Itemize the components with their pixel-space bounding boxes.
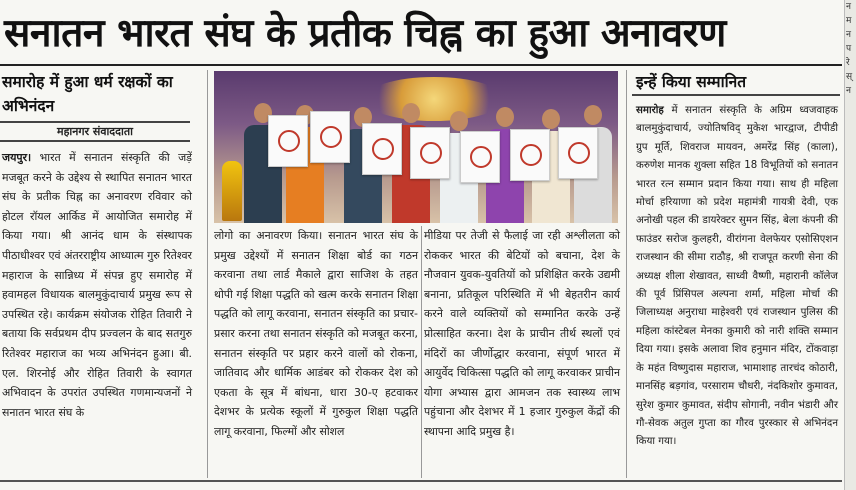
headline: सनातन भारत संघ के प्रतीक चिह्न का हुआ अनावरण	[4, 11, 726, 56]
emblem-card	[310, 111, 350, 163]
subheading-felicitation: समारोह में हुआ धर्म रक्षकों का अभिनंदन	[2, 73, 173, 115]
column-divider	[207, 70, 208, 478]
strip-text: प	[846, 44, 852, 54]
headline-rule	[0, 64, 842, 66]
sidebar-body	[632, 102, 840, 452]
emblem-card	[460, 131, 500, 183]
sidebar-lead: समारोह	[636, 105, 664, 116]
emblem-card	[362, 123, 402, 175]
adjacent-page-strip	[844, 0, 856, 490]
article-text-middle: लोगो का अनावरण किया। सनातन भारत संघ के प्रमुख उद्देश्यों में सनातन शिक्षा बोर्ड का गठन करवाना तथा लार्ड मैकाले द्वारा साजिश के तहत थोपी गई शिक्षा पद्धति को खत्म करके सनातन शिक्षा पद्धति को लागू करवाना, सनातन संस्कृति का प्रचार-प्रसार करना तथा सनातन संस्कृति को मजबूत करना, सनातन संस्कृति पर प्रहार करने वालों को रोकना, जातिवाद और धार्मिक आडंबर को रोककर देश को एकता के सूत्र में बांधना, धारा 30-ए हटवाकर देशभर के प्रत्येक स्कूलों में गुरुकुल शिक्षा पद्धति लागू करवाना, फिल्मों और सोशल	[214, 229, 418, 438]
article-left-column	[0, 70, 196, 422]
strip-text: न	[846, 30, 851, 40]
article-text-right: मीडिया पर तेजी से फैलाई जा रही अश्लीलता को रोककर भारत की बेटियों को बचाना, देश के नौजवान युवक-युवतियों को प्रशिक्षित करके उद्यमी बनाना, प्रतिकूल परिस्थिति में भी बेहतरीन कार्य करने वाले व्यक्तियों को सम्मानित करके उन्हें प्रोत्साहित करना। देश के प्राचीन तीर्थ स्थलों एवं मंदिरों का जीर्णोद्धार करवाना, संपूर्ण भारत में आयुर्वेद चिकित्सा पद्धति को लागू करवाकर प्राचीन योगा अभ्यास द्वारा आमजन तक स्वास्थ्य लाभ पहुंचाना और देशभर में 1 हजार गुरुकुल केंद्रों की स्थापना आदि प्रमुख है।	[424, 229, 620, 438]
article-text-left: भारत में सनातन संस्कृति की जड़ें मजबूत करने के उद्देश्य से स्थापित सनातन भारत संघ के प्रतीक चिह्न का अनावरण रविवार को होटल रॉयल आर्किड में आयोजित समारोह में किया गया। श्री आनंद धाम के संस्थापक पीठाधीश्वर एवं अंतरराष्ट्रीय आध्यात्म गुरु रितेश्वर महाराज के सान्निध्य में संपन्न हुए समारोह में हवामहल विधायक बालमुकुंदाचार्य प्रमुख रूप से उपस्थित रहे। कार्यक्रम संयोजक रोहित तिवारी ने बताया कि सर्वप्रथम दीप प्रज्वलन के बाद सतगुरु रितेश्वर महाराज का भव्य अभिनंदन हुआ। बी. एल. शिरनोई और रोहित तिवारी के स्वागत अभिवादन के उपरांत उपस्थित गणमान्यजनों ने सनातन भारत संघ के	[2, 151, 192, 419]
honourees-sidebar	[632, 70, 840, 452]
strip-text: न	[846, 86, 851, 96]
article-right-column	[424, 226, 620, 442]
emblem-card	[558, 127, 598, 179]
strip-text: स्	[846, 72, 853, 82]
bottom-rule	[0, 480, 842, 482]
strip-text: रे	[846, 58, 850, 68]
dateline: जयपुर।	[2, 151, 32, 164]
article-body-left	[0, 148, 196, 422]
article-middle-column	[214, 226, 418, 442]
byline: महानगर संवाददाता	[0, 121, 190, 142]
emblem-card	[510, 129, 550, 181]
column-divider	[626, 70, 627, 478]
emblem-card	[410, 127, 450, 179]
sidebar-text: में सनातन संस्कृति के अग्रिम ध्वजवाहक बालमुकुंदाचार्य, ज्योतिषविद् मुकेश भारद्वाज, टीपीडी ग्रुप मूर्ति, शिवराज मायवन, अमरेंद्र सिंह (काला), करुणेश मानक शुक्ला सहित 18 विभूतियों को सनातन भारत रत्न सम्मान प्रदान किया गया। साथ ही महिला मोर्चा हरियाणा को प्रदेश महामंत्री गायत्री देवी, एक अनोखी पहल की डायरेक्टर सुमन सिंह, बेला कंपनी की फाउंडर सरोज कुलहरी, वीरांगना वेलफेयर एसोसिएशन राजस्थान की सीमा राठौड़, श्री राजपूत करणी सेना की अध्यक्ष शीला शेखावत, साध्वी वैष्णी, महारानी कॉलेज की पूर्व प्रिंसिपल अल्पना शर्मा, महिला मोर्चा की जिलाध्यक्ष अनुराधा माहेश्वरी एवं राजस्थान पुलिस की महिला कांस्टेबल मेनका कुमारी को नारी शक्ति सम्मान दिया गया। इसके अलावा शिव हनुमान मंदिर, टोंकवाड़ा के महंत विष्णुदास महाराज, भामाशाह तारचंद कोठारी, मानसिंह बड़गांव, परसाराम चौधरी, नंदकिशोर कुमावत, सुरेश कुमार कुमावत, संदीप सोगानी, नवीन भंडारी और गौ-सेवक अतुल गुप्ता का गौरव पुरस्कार से अभिनंदन किया गया।	[636, 105, 838, 448]
lamp-icon	[222, 161, 242, 221]
subheading-honoured: इन्हें किया सम्मानित	[632, 70, 840, 96]
strip-text: म	[846, 16, 852, 26]
event-photo	[214, 71, 618, 223]
strip-text: न	[846, 2, 851, 12]
column-divider	[421, 226, 422, 478]
emblem-card	[268, 115, 308, 167]
stage-banner	[364, 77, 504, 121]
